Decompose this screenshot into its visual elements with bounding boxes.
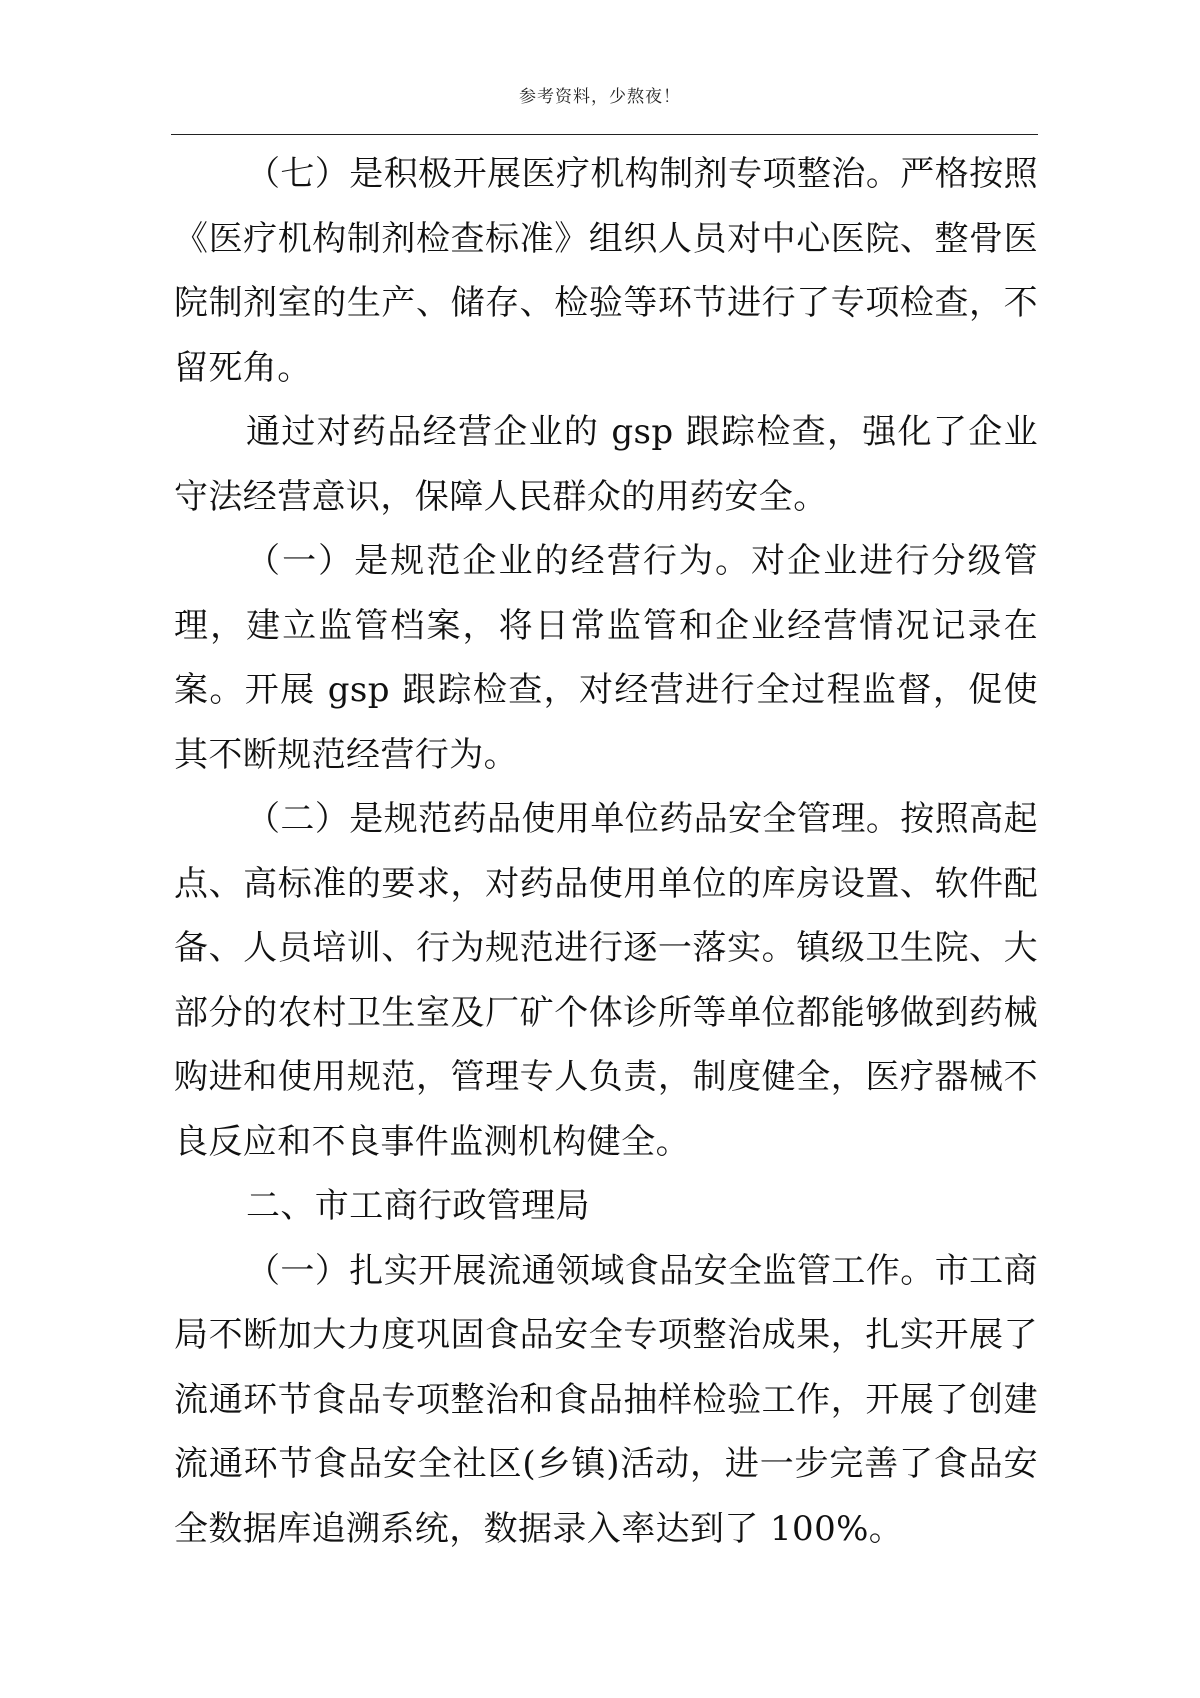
header-divider <box>171 134 1038 135</box>
paragraph-gsp-inspection: 通过对药品经营企业的 gsp 跟踪检查，强化了企业守法经营意识，保障人民群众的用药安全。 <box>174 412 1038 517</box>
page-header: 参考资料，少熬夜！ <box>519 87 681 107</box>
paragraph-drug-use-management: （二）是规范药品使用单位药品安全管理。按照高起点、高标准的要求，对药品使用单位的库房设置、软件配备、人员培训、行为规范进行逐一落实。镇级卫生院、大部分的农村卫生室及厂矿个体诊所等单位都能够做到药械购进和使用规范，管理专人负责，制度健全，医疗器械不良反应和不良事件监测机构健全。 <box>174 799 1038 1162</box>
document-body <box>174 142 1038 1561</box>
section-heading: 二、市工商行政管理局 <box>246 1186 590 1226</box>
paragraph-food-safety: （一）扎实开展流通领域食品安全监管工作。市工商局不断加大力度巩固食品安全专项整治成果，扎实开展了流通环节食品专项整治和食品抽样检验工作，开展了创建流通环节食品安全社区(乡镇)活动，进一步完善了食品安全数据库追溯系统，数据录入率达到了 100%。 <box>174 1250 1038 1549</box>
paragraph-enterprise-regulation: （一）是规范企业的经营行为。对企业进行分级管理，建立监管档案，将日常监管和企业经营情况记录在案。开展 gsp 跟踪检查，对经营进行全过程监督，促使其不断规范经营行为。 <box>174 541 1038 775</box>
paragraph-pharmacy-preparations: （七）是积极开展医疗机构制剂专项整治。严格按照《医疗机构制剂检查标准》组织人员对中心医院、整骨医院制剂室的生产、储存、检验等环节进行了专项检查，不留死角。 <box>174 154 1038 388</box>
